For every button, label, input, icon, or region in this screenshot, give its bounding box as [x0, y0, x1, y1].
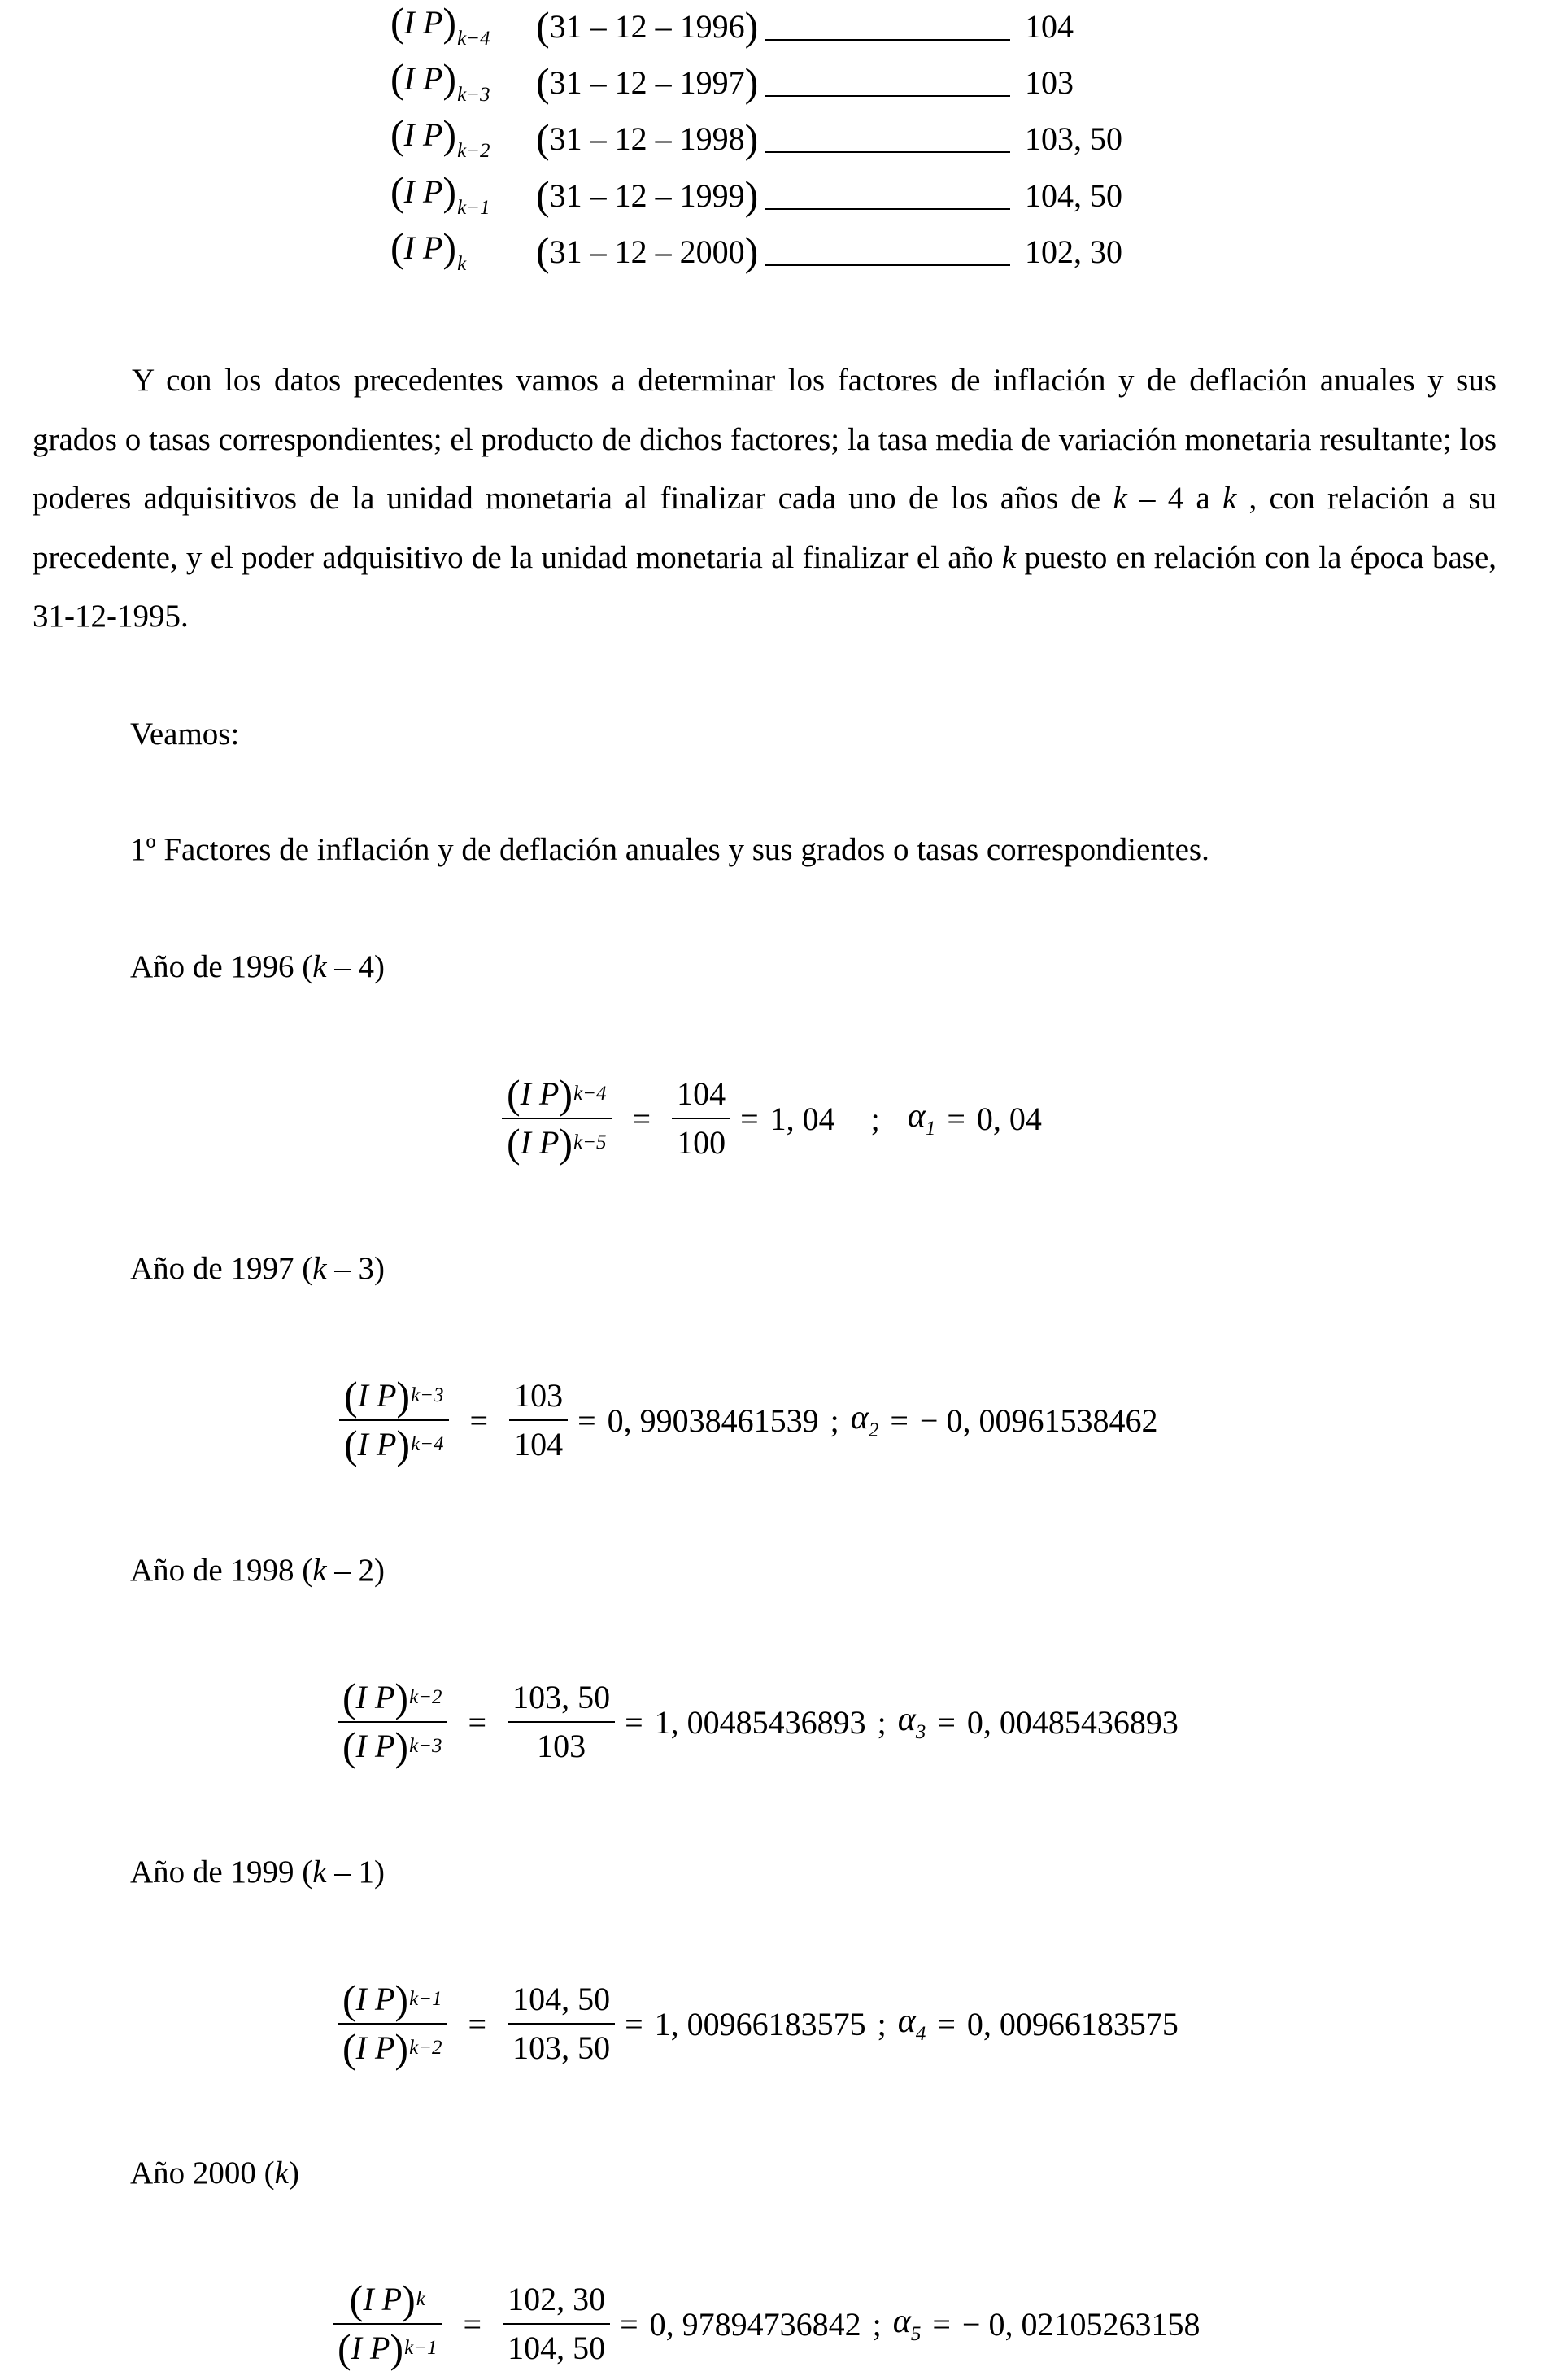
index-row	[390, 225, 1139, 277]
rate-value: 0, 00485436893	[966, 1703, 1179, 1741]
index-ratio: ( I P ) k ( I P ) k−1	[333, 2276, 442, 2372]
index-ratio: ( I P ) k−4 ( I P ) k−5	[502, 1070, 612, 1166]
value-ratio: $\frac{103}{104}$	[509, 1372, 568, 1468]
year-heading: Año de 1999 (k – 1)	[130, 1855, 386, 1890]
factor-value: 1, 00485436893	[654, 1703, 866, 1741]
ip-symbol: (I $P)_{k-2}$	[390, 111, 490, 162]
alpha-symbol: $\alpha_5$	[892, 2303, 922, 2345]
alpha-symbol: $\alpha_3$	[897, 1701, 926, 1743]
index-ratio: ( I P ) k−3 ( I P ) k−4	[339, 1372, 449, 1468]
alpha-symbol: $\alpha_4$	[897, 2003, 926, 2045]
veamos-text: Veamos:	[130, 717, 240, 752]
ip-date: (31 – 12 – 2000)	[536, 229, 759, 274]
equation: ( I P ) k−4 ( I P ) k−5 = $\frac{104}{100}$ = 1, 04 ; $\alpha_1$ = 0, 04	[492, 1070, 1042, 1166]
ip-date: (31 – 12 – 1999)	[536, 172, 759, 218]
factor-value: 1, 00966183575	[654, 2005, 866, 2042]
leader-line	[765, 151, 1010, 153]
ip-value: 103	[1025, 63, 1074, 101]
index-row	[390, 169, 1139, 221]
year-heading: Año 2000 (k)	[130, 2156, 299, 2190]
alpha-symbol: $\alpha_1$	[907, 1097, 936, 1140]
ip-value: 104, 50	[1025, 177, 1122, 214]
ip-symbol: (I $P)_{k-3}$	[390, 55, 490, 106]
index-row	[390, 0, 1139, 52]
value-ratio: $\frac{104, 50}{103, 50}$	[508, 1976, 615, 2072]
year-heading: Año de 1996 (k – 4)	[130, 949, 386, 984]
intro-paragraph: Y con los datos precedentes vamos a determinar los factores de inflación y de deflación anuales y sus grados o tasas correspondientes; el producto de dichos factores; la tasa media de variación monetaria resultante; los poderes adquisitivos de la unidad monetaria al finalizar cada uno de los años de k – 4 a k , con relación a su precedente, y el poder adquisitivo de la unidad monetaria al finalizar el año k puesto en relación con la época base, 31-12-1995.	[33, 363, 1497, 634]
year-heading: Año de 1997 (k – 3)	[130, 1251, 386, 1286]
ip-symbol: (I $P)_{k-4}$	[390, 0, 490, 50]
index-row	[390, 112, 1139, 164]
ip-symbol: (I $P)_k$	[390, 224, 467, 275]
section-title: 1º Factores de inflación y de deflación anuales y sus grados o tasas correspondientes.	[130, 832, 1209, 867]
value-ratio: $\frac{104}{100}$	[672, 1070, 730, 1166]
ip-date: (31 – 12 – 1996)	[536, 3, 759, 49]
factor-value: 0, 97894736842	[649, 2305, 861, 2343]
alpha-symbol: $\alpha_2$	[850, 1399, 879, 1441]
rate-value: 0, 04	[976, 1100, 1042, 1137]
leader-line	[765, 208, 1010, 210]
ip-date: (31 – 12 – 1997)	[536, 59, 759, 105]
leader-line	[765, 264, 1010, 266]
ip-value: 102, 30	[1025, 233, 1122, 270]
value-ratio: $\frac{102, 30}{104, 50}$	[503, 2276, 610, 2372]
ip-date: (31 – 12 – 1998)	[536, 116, 759, 161]
leader-line	[765, 39, 1010, 41]
year-heading: Año de 1998 (k – 2)	[130, 1553, 386, 1588]
index-ratio: ( I P ) k−1 ( I P ) k−2	[338, 1976, 447, 2072]
rate-value: − 0, 02105263158	[961, 2305, 1201, 2343]
equation: ( I P ) k−3 ( I P ) k−4 = $\frac{103}{104}$ = 0, 99038461539 ; $\alpha_2$ = − 0, 00961538462	[329, 1372, 1157, 1468]
ip-value: 104	[1025, 7, 1074, 45]
ip-value: 103, 50	[1025, 120, 1122, 157]
leader-line	[765, 95, 1010, 97]
index-ratio: ( I P ) k−2 ( I P ) k−3	[338, 1674, 447, 1770]
factor-value: 0, 99038461539	[607, 1401, 819, 1439]
factor-value: 1, 04	[769, 1100, 835, 1137]
index-row	[390, 56, 1139, 108]
rate-value: 0, 00966183575	[966, 2005, 1179, 2042]
equation: ( I P ) k−2 ( I P ) k−3 = $\frac{103, 50}{103}$ = 1, 00485436893 ; $\alpha_3$ = 0, 00485436893	[328, 1674, 1179, 1770]
rate-value: − 0, 00961538462	[919, 1401, 1158, 1439]
equation: ( I P ) k−1 ( I P ) k−2 = $\frac{104, 50}{103, 50}$ = 1, 00966183575 ; $\alpha_4$ = 0, 00966183575	[328, 1976, 1179, 2072]
equation: ( I P ) k ( I P ) k−1 = $\frac{102, 30}{104, 50}$ = 0, 97894736842 ; $\alpha_5$ = − 0, 02105263158	[323, 2276, 1200, 2372]
ip-symbol: (I $P)_{k-1}$	[390, 168, 490, 219]
value-ratio: $\frac{103, 50}{103}$	[508, 1674, 615, 1770]
